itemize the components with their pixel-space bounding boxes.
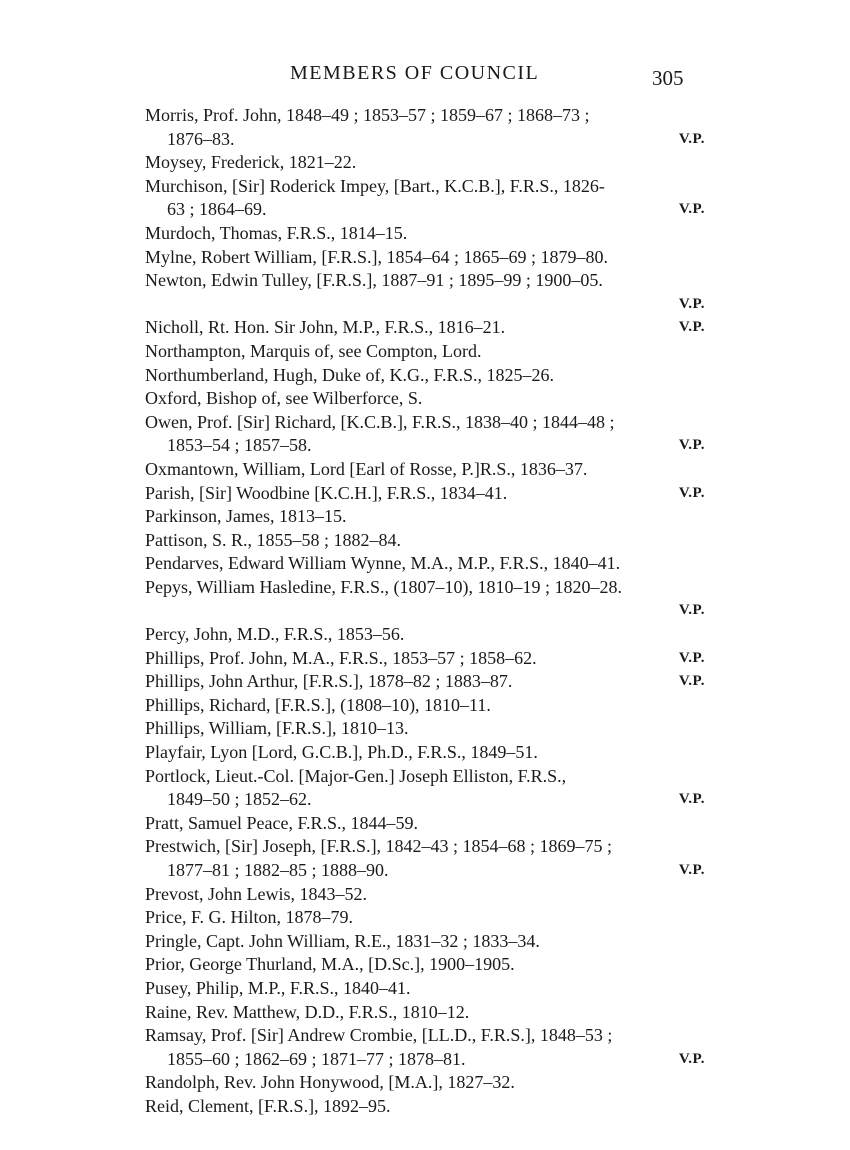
entry-line <box>145 717 705 741</box>
entry-line <box>145 930 705 954</box>
entry-text: Playfair, Lyon [Lord, G.C.B.], Ph.D., F.R.S., 1849–51. <box>145 742 538 763</box>
entry-line <box>145 788 705 812</box>
entry-text: Portlock, Lieut.-Col. [Major-Gen.] Joseph Elliston, F.R.S., <box>145 765 567 786</box>
entry-line <box>145 552 705 576</box>
entry-text: 1876–83. <box>167 128 235 149</box>
entry-text: Parish, [Sir] Woodbine [K.C.H.], F.R.S., 1834–41. <box>145 482 508 503</box>
entry-line <box>145 670 705 694</box>
entry-text: Nicholl, Rt. Hon. Sir John, M.P., F.R.S., 1816–21. <box>145 317 506 338</box>
entry-text: Murdoch, Thomas, F.R.S., 1814–15. <box>145 222 408 243</box>
entry-text: Randolph, Rev. John Honywood, [M.A.], 1827–32. <box>145 1072 515 1093</box>
entry-line <box>145 340 705 364</box>
vice-president-mark: V.P. <box>678 649 705 666</box>
entry-text: Owen, Prof. [Sir] Richard, [K.C.B.], F.R.S., 1838–40 ; 1844–48 ; <box>145 411 615 432</box>
vice-president-mark: V.P. <box>678 791 705 808</box>
entry-line <box>145 104 705 128</box>
page-number: 305 <box>652 66 684 90</box>
entry-line <box>145 599 705 623</box>
entry-text: Newton, Edwin Tulley, [F.R.S.], 1887–91 ; 1895–99 ; 1900–05. <box>145 270 603 291</box>
entry-text: Pepys, William Hasledine, F.R.S., (1807–10), 1810–19 ; 1820–28. <box>145 576 622 597</box>
entry-text: Murchison, [Sir] Roderick Impey, [Bart., K.C.B.], F.R.S., 1826- <box>145 175 605 196</box>
vice-president-mark: V.P. <box>678 862 705 878</box>
entry-line <box>145 1001 705 1025</box>
entry-line <box>145 529 705 553</box>
entry-text: Northampton, Marquis of, see Compton, Lord. <box>145 340 482 361</box>
entry-line <box>145 198 705 222</box>
entry-line <box>145 1048 705 1072</box>
vice-president-mark: V.P. <box>678 673 705 690</box>
entry-text: Price, F. G. Hilton, 1878–79. <box>145 907 354 928</box>
entry-line <box>145 269 705 293</box>
entry-line <box>145 458 705 482</box>
entry-text: Ramsay, Prof. [Sir] Andrew Crombie, [LL.D., F.R.S.], 1848–53 ; <box>145 1025 613 1046</box>
entry-text: Northumberland, Hugh, Duke of, K.G., F.R.S., 1825–26. <box>145 364 555 385</box>
entry-text: Phillips, John Arthur, [F.R.S.], 1878–82 ; 1883–87. <box>145 671 513 692</box>
entry-line <box>145 859 705 883</box>
entry-text: 1853–54 ; 1857–58. <box>167 435 312 456</box>
entry-text: Pattison, S. R., 1855–58 ; 1882–84. <box>145 529 402 550</box>
entry-text: Prestwich, [Sir] Joseph, [F.R.S.], 1842–43 ; 1854–68 ; 1869–75 ; <box>145 836 613 857</box>
entry-line <box>145 151 705 175</box>
entry-line <box>145 434 705 458</box>
entry-text: Morris, Prof. John, 1848–49 ; 1853–57 ; 1859–67 ; 1868–73 ; <box>145 105 590 125</box>
entry-line <box>145 812 705 836</box>
entry-line <box>145 505 705 529</box>
entry-line <box>145 222 705 246</box>
entry-text: Parkinson, James, 1813–15. <box>145 506 347 527</box>
entry-line <box>145 387 705 411</box>
entry-text: Reid, Clement, [F.R.S.], 1892–95. <box>145 1095 391 1116</box>
entry-text: Pendarves, Edward William Wynne, M.A., M.P., F.R.S., 1840–41. <box>145 553 621 574</box>
vice-president-mark: V.P. <box>678 437 705 454</box>
entry-text: 1855–60 ; 1862–69 ; 1871–77 ; 1878–81. <box>167 1048 466 1069</box>
entry-line <box>145 576 705 600</box>
entry-line <box>145 128 705 152</box>
entry-text: 63 ; 1864–69. <box>167 199 267 220</box>
entry-text: Prior, George Thurland, M.A., [D.Sc.], 1900–1905. <box>145 954 515 975</box>
entry-line <box>145 741 705 765</box>
entry-line <box>145 835 705 859</box>
entry-text: Phillips, Richard, [F.R.S.], (1808–10), 1810–11. <box>145 694 491 715</box>
entry-line <box>145 623 705 647</box>
entry-line <box>145 316 705 340</box>
vice-president-mark: V.P. <box>678 602 705 619</box>
page-title: MEMBERS OF COUNCIL <box>290 62 540 84</box>
entry-text: 1849–50 ; 1852–62. <box>167 789 312 810</box>
entry-text: Raine, Rev. Matthew, D.D., F.R.S., 1810–12. <box>145 1001 470 1022</box>
entry-text: Pratt, Samuel Peace, F.R.S., 1844–59. <box>145 812 419 833</box>
entry-line <box>145 482 705 506</box>
entry-line <box>145 1024 705 1048</box>
entry-text: 1877–81 ; 1882–85 ; 1888–90. <box>167 860 389 880</box>
entry-line <box>145 293 705 317</box>
entry-line <box>145 906 705 930</box>
entry-line <box>145 977 705 1001</box>
entry-line <box>145 246 705 270</box>
entry-text: Oxmantown, William, Lord [Earl of Rosse, P.]R.S., 1836–37. <box>145 458 588 479</box>
entry-line <box>145 647 705 671</box>
running-head <box>0 62 850 92</box>
entry-line <box>145 953 705 977</box>
vice-president-mark: V.P. <box>678 319 705 336</box>
entry-text: Percy, John, M.D., F.R.S., 1853–56. <box>145 624 405 645</box>
vice-president-mark: V.P. <box>678 201 705 218</box>
entry-text: Pusey, Philip, M.P., F.R.S., 1840–41. <box>145 977 411 998</box>
entry-line <box>145 364 705 388</box>
entry-text: Phillips, William, [F.R.S.], 1810–13. <box>145 718 409 739</box>
entry-line <box>145 1071 705 1095</box>
vice-president-mark: V.P. <box>678 130 705 147</box>
entry-line <box>145 694 705 718</box>
entry-text: Oxford, Bishop of, see Wilberforce, S. <box>145 388 423 409</box>
entry-line <box>145 1095 705 1119</box>
vice-president-mark: V.P. <box>678 1050 705 1067</box>
entry-line <box>145 175 705 199</box>
entry-line <box>145 883 705 907</box>
council-member-list <box>145 104 705 1119</box>
vice-president-mark: V.P. <box>678 484 705 501</box>
entry-line <box>145 765 705 789</box>
entry-text: Moysey, Frederick, 1821–22. <box>145 152 357 173</box>
entry-text: Prevost, John Lewis, 1843–52. <box>145 883 367 904</box>
entry-text: Mylne, Robert William, [F.R.S.], 1854–64 ; 1865–69 ; 1879–80. <box>145 246 608 267</box>
entry-line <box>145 411 705 435</box>
vice-president-mark: V.P. <box>678 295 705 312</box>
entry-text: Phillips, Prof. John, M.A., F.R.S., 1853–57 ; 1858–62. <box>145 647 537 668</box>
entry-text: Pringle, Capt. John William, R.E., 1831–32 ; 1833–34. <box>145 930 540 951</box>
